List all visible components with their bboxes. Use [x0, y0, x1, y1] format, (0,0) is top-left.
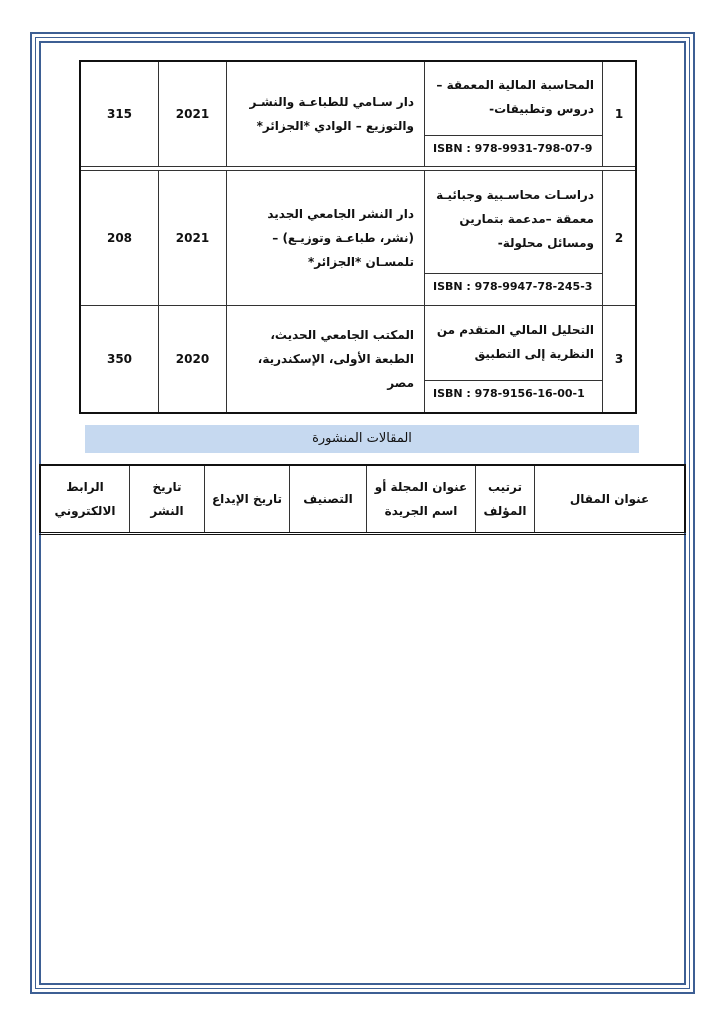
book-pages: 350 — [80, 305, 159, 413]
header-author-order: ترتيب المؤلف — [476, 465, 535, 534]
book-year: 2021 — [159, 61, 227, 166]
header-journal: عنوان المجلة أو اسم الجريدة — [367, 465, 476, 534]
book-pages: 208 — [80, 170, 159, 305]
book-number: 1 — [603, 61, 637, 166]
book-number: 3 — [603, 305, 637, 413]
book-row — [80, 170, 636, 305]
book-title-cell — [425, 305, 603, 413]
books-table — [79, 60, 637, 414]
book-title-cell — [425, 61, 603, 166]
book-year: 2020 — [159, 305, 227, 413]
book-title: دراسـات محاسـبية وجبائيـة معمقة –مدعمة بتمارين ومسائل محلولة- — [436, 187, 594, 250]
header-classification: التصنيف — [290, 465, 367, 534]
header-publish-date: تاريخ النشر — [130, 465, 205, 534]
section-title-published-articles: المقالات المنشورة — [85, 425, 639, 453]
book-pages: 315 — [80, 61, 159, 166]
book-isbn: ISBN : 978-9156-16-00-1 — [425, 380, 602, 406]
book-publisher: دار سـامي للطباعـة والنشـر والتوزيع – الوادي *الجزائر* — [227, 61, 425, 166]
book-publisher: المكتب الجامعي الحديث، الطبعة الأولى، الإسكندرية، مصر — [227, 305, 425, 413]
articles-table — [39, 464, 686, 535]
book-row — [80, 305, 636, 413]
book-title: التحليل المالي المتقدم من النظرية إلى التطبيق — [436, 322, 594, 361]
header-deposit-date: تاريخ الإيداع — [205, 465, 290, 534]
book-publisher: دار النشر الجامعي الجديد (نشر، طباعـة وتوزيـع) – تلمسـان *الجزائر* — [227, 170, 425, 305]
book-isbn: ISBN : 978-9931-798-07-9 — [425, 135, 602, 161]
book-title: المحاسبة المالية المعمقة –دروس وتطبيقات- — [436, 77, 594, 116]
book-row — [80, 61, 636, 166]
header-article-title: عنوان المقال — [535, 465, 686, 534]
book-title-cell — [425, 170, 603, 305]
book-isbn: ISBN : 978-9947-78-245-3 — [425, 273, 602, 299]
book-number: 2 — [603, 170, 637, 305]
book-year: 2021 — [159, 170, 227, 305]
header-link: الرابط الالكتروني — [40, 465, 130, 534]
articles-header-row — [40, 465, 685, 534]
